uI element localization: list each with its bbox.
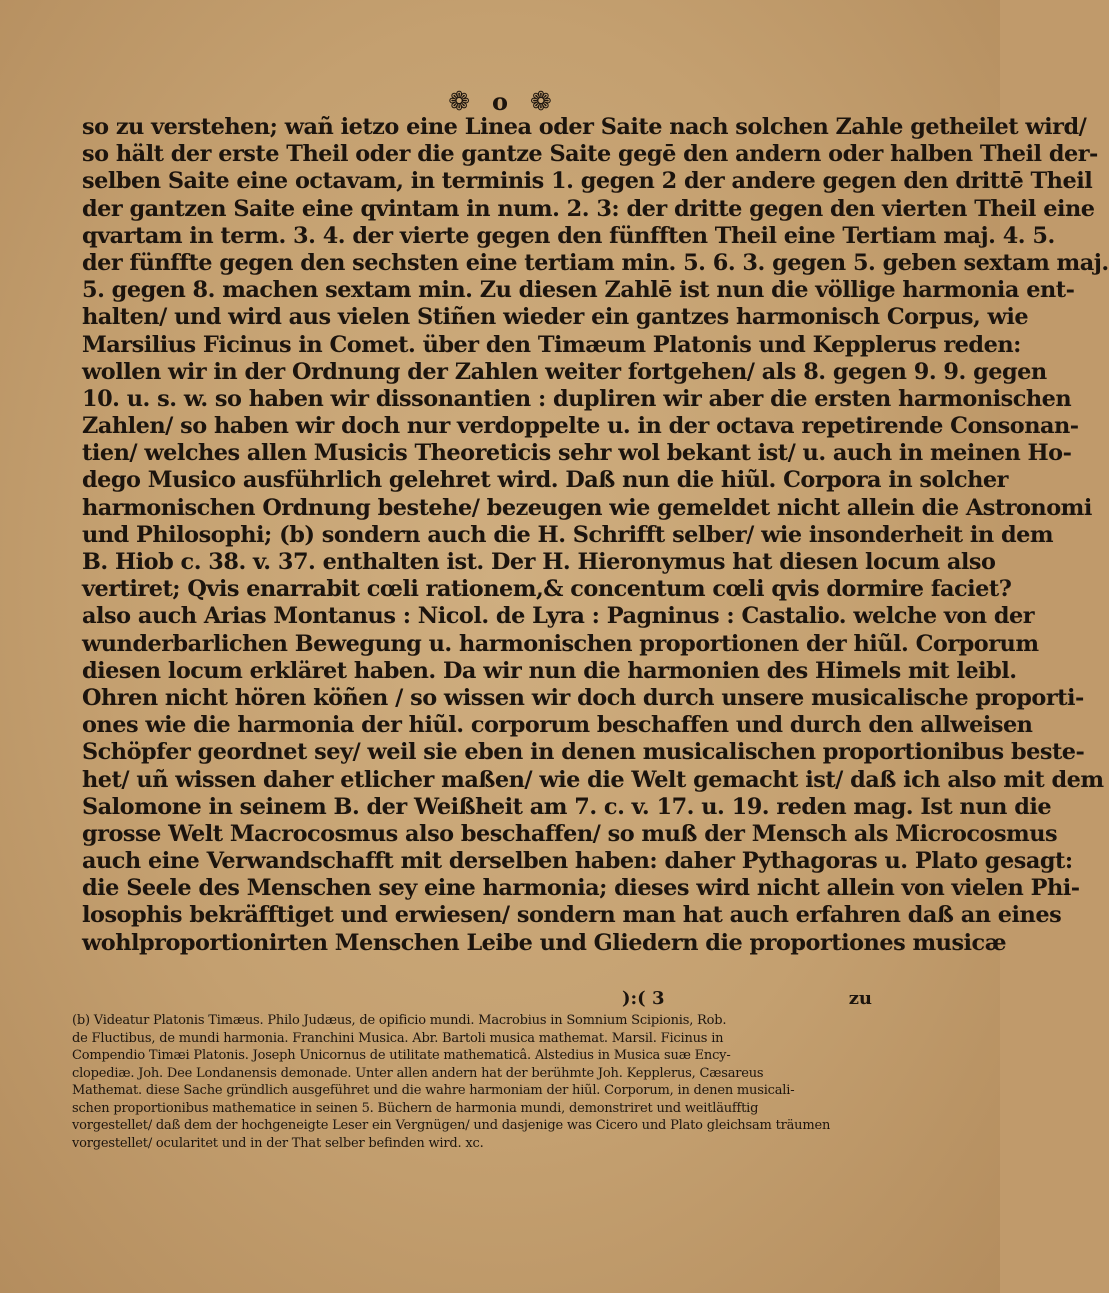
text-line: B. Hiob c. 38. v. 37. enthalten ist. Der H. Hieronymus hat diesen locum also xyxy=(82,549,996,575)
text-line: vertiret; Qvis enarrabit cœli rationem,& concentum cœli qvis dormire faciet? xyxy=(82,576,1012,603)
flower-ornament-icon: ❁ xyxy=(530,87,552,117)
text-line: 10. u. s. w. so haben wir dissonantien : dupliren wir aber die ersten harmonischen xyxy=(82,385,1072,412)
text-line: der fünffte gegen den sechsten eine tertiam min. 5. 6. 3. gegen 5. geben sextam maj. xyxy=(82,249,1109,276)
text-line: qvartam in term. 3. 4. der vierte gegen den fünfften Theil eine Tertiam maj. 4. 5. xyxy=(82,222,1055,249)
text-line: harmonischen Ordnung bestehe/ bezeugen wie gemeldet nicht allein die Astronomi xyxy=(82,494,1092,521)
text-line: selben Saite eine octavam, in terminis 1. gegen 2 der andere gegen den drittē Theil xyxy=(82,168,1093,195)
page-footer-marks xyxy=(82,988,872,1012)
text-line: ones wie die harmonia der hiũl. corporum beschaffen und durch den allweisen xyxy=(82,712,1033,739)
text-line: losophis bekräfftiget und erwiesen/ sondern man hat auch erfahren daß an eines xyxy=(82,902,1062,929)
page-number: o xyxy=(491,87,508,116)
text-line: grosse Welt Macrocosmus also beschaffen/ so muß der Mensch als Microcosmus xyxy=(82,820,1058,847)
text-line: Marsilius Ficinus in Comet. über den Timæum Platonis und Kepplerus reden: xyxy=(82,331,1021,358)
text-line: so hält der erste Theil oder die gantze Saite gegē den andern oder halben Theil der- xyxy=(82,141,1098,168)
main-text xyxy=(82,114,1109,957)
footnote-line: schen proportionibus mathematice in seinen 5. Büchern de harmonia mundi, demonstriret und weitläufftig xyxy=(72,1100,759,1116)
text-line: wunderbarlichen Bewegung u. harmonischen proportionen der hiũl. Corporum xyxy=(82,630,1039,657)
flower-ornament-icon: ❁ xyxy=(448,87,470,117)
text-line: Schöpfer geordnet sey/ weil sie eben in denen musicalischen proportionibus beste- xyxy=(82,739,1085,766)
text-line: het/ uñ wissen daher etlicher maßen/ wie die Welt gemacht ist/ daß ich also mit dem xyxy=(82,766,1104,793)
signature-mark: ):( 3 xyxy=(622,988,665,1009)
text-line: auch eine Verwandschafft mit derselben haben: daher Pythagoras u. Plato gesagt: xyxy=(82,848,1073,875)
text-line: Ohren nicht hören köñen / so wissen wir doch durch unsere musicalische proporti- xyxy=(82,684,1084,711)
footnote-line: clopediæ. Joh. Dee Londanensis demonade. Unter allen andern hat der berühmte Joh. Kepplerus, Cæsareus xyxy=(72,1065,764,1081)
footnote-line: vorgestellet/ daß dem der hochgeneigte Leser ein Vergnügen/ und dasjenige was Cicero und Plato gleichsam träumen xyxy=(72,1118,831,1133)
footnote-line: Mathemat. diese Sache gründlich ausgeführet und die wahre harmoniam der hiũl. Corporum, in denen musicali- xyxy=(72,1083,795,1098)
text-line: so zu verstehen; wañ ietzo eine Linea oder Saite nach solchen Zahle getheilet wird/ xyxy=(82,114,1087,140)
text-line: Salomone in seinem B. der Weißheit am 7. c. v. 17. u. 19. reden mag. Ist nun die xyxy=(82,793,1052,820)
text-line: wollen wir in der Ordnung der Zahlen weiter fortgehen/ als 8. gegen 9. 9. gegen xyxy=(82,358,1047,385)
footnote-line: vorgestellet/ ocularitet und in der That selber befinden wird. xc. xyxy=(72,1135,484,1151)
text-line: Zahlen/ so haben wir doch nur verdoppelte u. in der octava repetirende Consonan- xyxy=(82,413,1079,440)
text-line: also auch Arias Montanus : Nicol. de Lyra : Pagninus : Castalio. welche von der xyxy=(82,603,1035,630)
footnote-block xyxy=(72,1012,880,1152)
footnote-line: (b) Videatur Platonis Timæus. Philo Judæus, de opificio mundi. Macrobius in Somnium Scipionis, Rob. xyxy=(72,1013,727,1028)
footnote-line: Compendio Timæi Platonis. Joseph Unicornus de utilitate mathematicâ. Alstedius in Musica suæ Ency- xyxy=(72,1048,731,1063)
text-line: wohlproportionirten Menschen Leibe und Gliedern die proportiones musicæ xyxy=(82,929,1007,956)
footnote-line: de Fluctibus, de mundi harmonia. Franchini Musica. Abr. Bartoli musica mathemat. Marsil. Ficinus in xyxy=(72,1030,724,1046)
text-line: und Philosophi; (b) sondern auch die H. Schrifft selber/ wie insonderheit in dem xyxy=(82,521,1054,548)
text-line: 5. gegen 8. machen sextam min. Zu diesen Zahlē ist nun die völlige harmonia ent- xyxy=(82,277,1075,304)
text-line: halten/ und wird aus vielen Stiñen wieder ein gantzes harmonisch Corpus, wie xyxy=(82,304,1029,331)
text-line: der gantzen Saite eine qvintam in num. 2. 3: der dritte gegen den vierten Theil eine xyxy=(82,195,1095,222)
text-line: diesen locum erkläret haben. Da wir nun die harmonien des Himels mit leibl. xyxy=(82,657,1017,684)
text-line: die Seele des Menschen sey eine harmonia; dieses wird nicht allein von vielen Phi- xyxy=(82,875,1080,902)
text-line: tien/ welches allen Musicis Theoreticis sehr wol bekant ist/ u. auch in meinen Ho- xyxy=(82,440,1072,467)
text-line: dego Musico ausführlich gelehret wird. Daß nun die hiũl. Corpora in solcher xyxy=(82,467,1008,494)
catchword: zu xyxy=(848,988,872,1009)
